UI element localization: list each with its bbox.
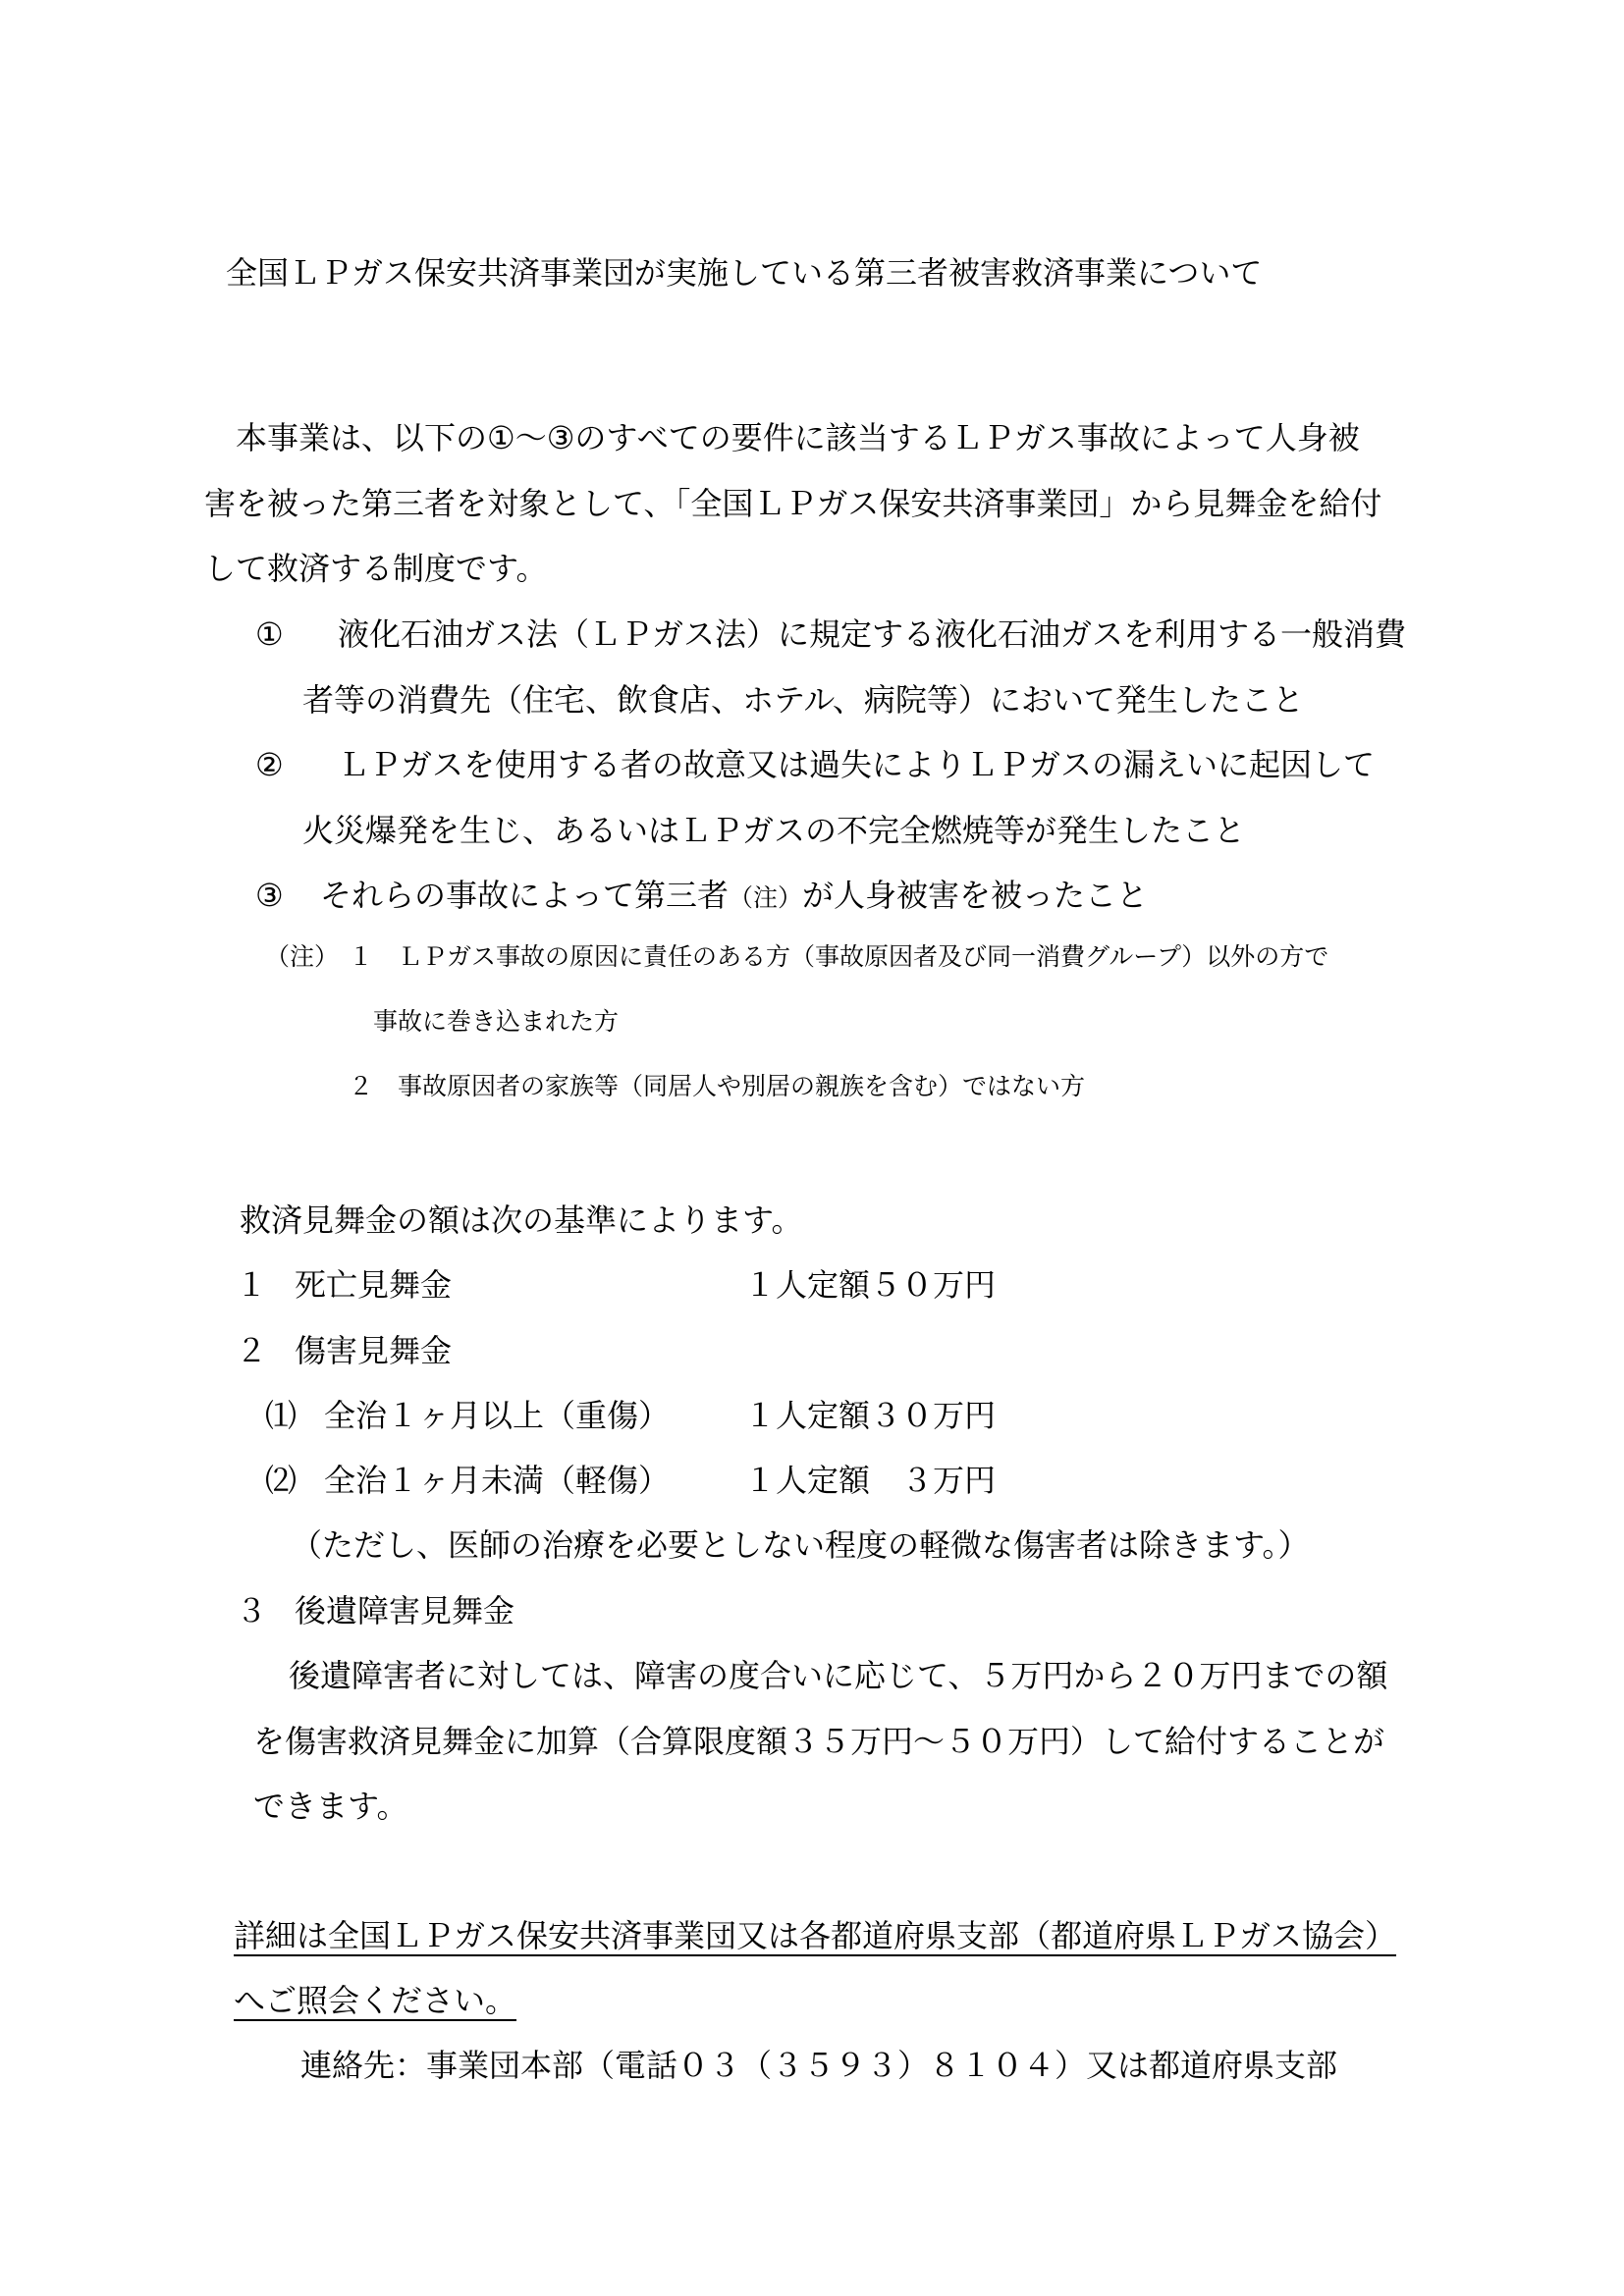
document-title: 全国ＬＰガス保安共済事業団が実施している第三者被害救済事業について: [226, 254, 1263, 292]
item-value: １人定額 ３万円: [744, 1462, 997, 1499]
note-number: ２: [349, 1072, 374, 1100]
item-value: １人定額５０万円: [744, 1266, 997, 1304]
item-number: ３: [236, 1592, 268, 1629]
aftereffect-text: を傷害救済見舞金に加算（合算限度額３５万円～５０万円）して給付することが: [253, 1723, 1385, 1760]
requirement-mark: ②: [255, 746, 284, 783]
inquiry-text: へご照会ください。: [234, 1982, 517, 2019]
sub-item-label: 全治１ヶ月以上（重傷）: [324, 1397, 671, 1434]
requirement-text: ＬＰガスを使用する者の故意又は過失によりＬＰガスの漏えいに起因して: [338, 746, 1376, 783]
item-value: １人定額３０万円: [744, 1397, 997, 1434]
note-text: ＬＰガス事故の原因に責任のある方（事故原因者及び同一消費グループ）以外の方で: [398, 942, 1329, 971]
requirement-mark: ①: [255, 615, 284, 653]
note-text: 事故に巻き込まれた方: [373, 1007, 620, 1036]
item-number: ２: [236, 1332, 268, 1369]
requirement-text: [320, 877, 1149, 914]
note-reference: （注）: [729, 883, 803, 912]
contact-line: 連絡先：事業団本部（電話０３（３５９３）８１０４）又は都道府県支部: [300, 2047, 1338, 2084]
aftereffect-text: できます。: [253, 1788, 408, 1825]
intro-line: 本事業は、以下の①～③のすべての要件に該当するＬＰガス事故によって人身被: [236, 419, 1360, 456]
note-number: １: [349, 942, 374, 971]
inquiry-text: 詳細は全国ＬＰガス保安共済事業団又は各都道府県支部（都道府県ＬＰガス協会）: [234, 1917, 1397, 1954]
item-label: 後遺障害見舞金: [295, 1592, 515, 1629]
intro-line: 害を被った第三者を対象として、「全国ＬＰガス保安共済事業団」から見舞金を給付: [204, 485, 1382, 522]
requirement-text-part: それらの事故によって第三者: [320, 877, 730, 914]
requirement-mark: ③: [255, 877, 284, 914]
requirement-text: 者等の消費先（住宅、飲食店、ホテル、病院等）において発生したこと: [302, 681, 1304, 719]
requirement-text: 液化石油ガス法（ＬＰガス法）に規定する液化石油ガスを利用する一般消費: [338, 615, 1407, 653]
item-number: １: [236, 1266, 268, 1304]
requirement-text-part: が人身被害を被ったこと: [802, 877, 1149, 914]
item-label: 死亡見舞金: [295, 1266, 453, 1304]
sub-item-number: ⑵: [265, 1462, 298, 1499]
sub-item-label: 全治１ヶ月未満（軽傷）: [324, 1462, 671, 1499]
note-text: 事故原因者の家族等（同居人や別居の親族を含む）ではない方: [398, 1072, 1086, 1100]
sub-item-number: ⑴: [265, 1397, 298, 1434]
intro-line: して救済する制度です。: [204, 550, 548, 587]
amounts-heading: 救済見舞金の額は次の基準によります。: [240, 1201, 803, 1239]
note-label: （注）: [265, 942, 340, 971]
requirement-text: 火災爆発を生じ、あるいはＬＰガスの不完全燃焼等が発生したこと: [302, 812, 1246, 849]
injury-note: （ただし、医師の治療を必要としない程度の軽微な傷害者は除きます。）: [291, 1526, 1310, 1564]
aftereffect-text: 後遺障害者に対しては、障害の度合いに応じて、５万円から２０万円までの額: [289, 1657, 1388, 1694]
item-label: 傷害見舞金: [295, 1332, 453, 1369]
